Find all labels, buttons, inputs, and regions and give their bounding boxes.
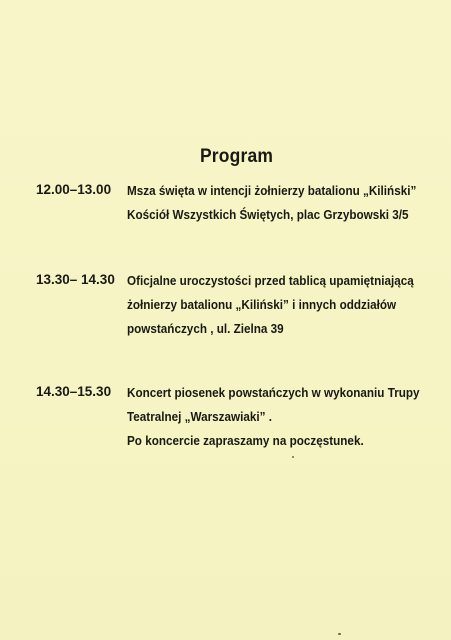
entry-line: Po koncercie zapraszamy na poczęstunek. <box>127 433 364 448</box>
paper-speck <box>292 456 294 458</box>
entry-line: powstańczych , ul. Zielna 39 <box>127 321 284 336</box>
entry-time: 12.00–13.00 <box>36 182 112 197</box>
entry-time: 14.30–15.30 <box>36 384 112 399</box>
entry-line: Msza święta w intencji żołnierzy batalionu „Kiliński” <box>127 183 417 198</box>
entry-description <box>127 182 447 230</box>
entry-line: Teatralnej „Warszawiaki” . <box>127 409 273 424</box>
entry-time: 13.30– 14.30 <box>36 272 115 287</box>
entry-description <box>127 384 447 456</box>
entry-description <box>127 272 447 344</box>
entry-line: Oficjalne uroczystości przed tablicą upamiętniającą <box>127 273 414 288</box>
entry-line: Kościół Wszystkich Świętych, plac Grzybowski 3/5 <box>127 207 409 222</box>
entry-line: żołnierzy batalionu „Kiliński” i innych oddziałów <box>127 297 397 312</box>
entry-line: Koncert piosenek powstańczych w wykonaniu Trupy <box>127 385 420 400</box>
program-title: Program <box>199 146 274 167</box>
paper-speck <box>338 633 341 635</box>
